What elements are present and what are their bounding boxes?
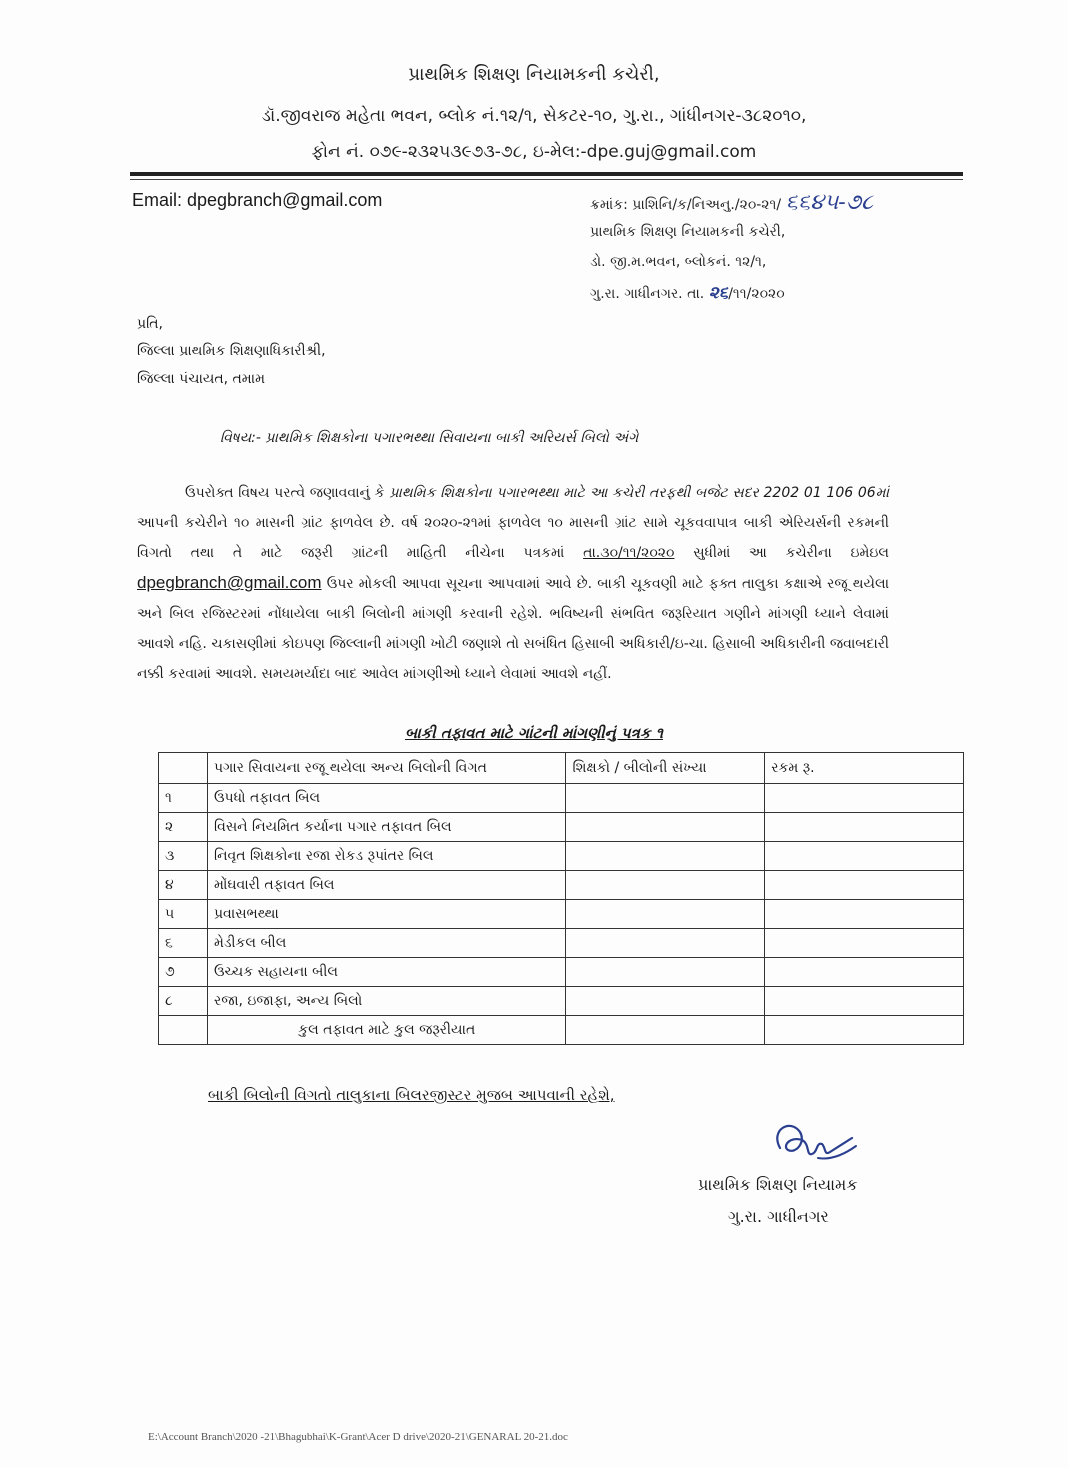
subject-line: વિષય:- પ્રાથમિક શિક્ષકોના પગારભથ્થા સિવાયના બાકી અરિયર્સ બિલો અંગે <box>220 430 639 446</box>
body-part1: ઉપરોક્ત વિષય પરત્વે જણાવવાનું કે <box>185 485 385 501</box>
table-row <box>159 958 964 987</box>
body-part5: ઉપર મોકલી આપવા સૂચના આપવામાં આવે છે. બાકી ચૂકવણી માટે ફક્ત તાલુકા કક્ષાએ રજૂ થયેલા અને બિલ રજિસ્ટરમાં નોંધાયેલા બાકી બિલોની માંગણી કરવાની રહેશે. ભવિષ્યની સંભવિત જરૂરિયાત ગણીને માંગણી ધ્યાને લેવામાં આવશે નહિ. ચકાસણીમાં કોઇપણ જિલ્લાની માંગણી ખોટી જણાશે તો સબંધિત હિસાબી અધિકારી/ઇ-ચા. હિસાબી અધિકારીની જવાબદારી નક્કી કરવામાં આવશે. સમયમર્યાદા બાદ આવેલ માંગણીઓ ધ્યાને લેવામાં આવશે નહીં. <box>137 576 890 682</box>
row-detail: ઉચ્ચક સહાયના બીલ <box>207 958 566 987</box>
table-row <box>159 784 964 813</box>
grant-demand-table <box>158 752 964 1045</box>
row-detail: રજા, ઇજાફા, અન્ય બિલો <box>207 987 566 1016</box>
branch-email: Email: dpegbranch@gmail.com <box>132 190 383 210</box>
body-part2: પ્રાથમિક શિક્ષકોના પગારભથ્થા માટે આ કચેરી તરફથી બજેટ સદર 2202 01 106 06માં <box>389 485 890 501</box>
row-detail: પ્રવાસભથ્થા <box>207 900 566 929</box>
addressee-to: પ્રતિ, <box>137 316 163 332</box>
row-amount-cell <box>765 871 964 900</box>
row-detail: વિસને નિયમિત કર્યાના પગાર તફાવત બિલ <box>207 813 566 842</box>
body-deadline: તા.૩૦/૧૧/૨૦૨૦ <box>583 545 675 561</box>
total-amount-cell <box>765 1016 964 1045</box>
signatory-place: ગુ.રા. ગાધીનગર <box>728 1207 829 1226</box>
row-count-cell <box>566 842 765 871</box>
row-no: ૧ <box>159 784 208 813</box>
row-count-cell <box>566 900 765 929</box>
header-rule-thin <box>130 179 963 180</box>
addressee-line1: જિલ્લા પ્રાથમિક શિક્ષણાધિકારીશ્રી, <box>137 343 326 359</box>
row-amount-cell <box>765 813 964 842</box>
body-part3: આપની કચેરીને ૧૦ માસની ગ્રાંટ ફાળવેલ છે. વર્ષ ૨૦૨૦-૨૧માં ફાળવેલ ૧૦ માસની ગ્રાંટ સામે ચૂકવવાપાત્ર બાકી એરિયર્સની રકમની વિગતો તથા તે માટે જરૂરી ગ્રાંટની માહિતી નીચેના પત્રકમાં <box>137 515 889 561</box>
row-count-cell <box>566 784 765 813</box>
table-row <box>159 900 964 929</box>
row-no: ૨ <box>159 813 208 842</box>
reference-prefix: ક્રમાંક: પ્રાશિનિ/ક/નિઅનુ./૨૦-૨૧/ <box>590 197 782 213</box>
row-amount-cell <box>765 929 964 958</box>
table-row <box>159 987 964 1016</box>
body-email: dpegbranch@gmail.com <box>137 573 322 592</box>
body-paragraph <box>137 478 889 689</box>
row-amount-cell <box>765 958 964 987</box>
row-no: ૫ <box>159 900 208 929</box>
row-no: ૭ <box>159 958 208 987</box>
header-col-detail: પગાર સિવાયના રજૂ થયેલા અન્ય બિલોની વિગત <box>207 753 566 784</box>
date-prefix: ગુ.રા. ગાધીનગર. તા. <box>590 286 705 302</box>
signatory-title: પ્રાથમિક શિક્ષણ નિયામક <box>698 1175 858 1194</box>
table-title: બાકી તફાવત માટે ગાંટની માંગણીનું પત્રક ૧ <box>404 724 664 742</box>
row-detail: ઉપધો તફાવત બિલ <box>207 784 566 813</box>
row-amount-cell <box>765 842 964 871</box>
reference-building: ડો. જી.મ.ભવન, બ્લોકનં. ૧૨/૧, <box>590 254 767 270</box>
table-header-row <box>159 753 964 784</box>
body-part4: સુધીમાં આ કચેરીના ઇમેઇલ <box>693 545 889 561</box>
row-detail: મોંઘવારી તફાવત બિલ <box>207 871 566 900</box>
row-no: ૬ <box>159 929 208 958</box>
row-count-cell <box>566 929 765 958</box>
table-row <box>159 842 964 871</box>
addressee-line2: જિલ્લા પંચાયત, તમામ <box>137 371 265 387</box>
row-count-cell <box>566 958 765 987</box>
header-col-amount: રકમ રૂ. <box>765 753 964 784</box>
row-count-cell <box>566 871 765 900</box>
table-row <box>159 813 964 842</box>
closing-note: બાકી બિલોની વિગતો તાલુકાના બિલરજીસ્ટર મુજબ આપવાની રહેશે, <box>208 1086 615 1104</box>
table-total-row <box>159 1016 964 1045</box>
table-row <box>159 929 964 958</box>
date-suffix: /૧૧/૨૦૨૦ <box>728 286 785 302</box>
file-path-footer: E:\Account Branch\2020 -21\Bhagubhai\K-Grant\Acer D drive\2020-21\GENARAL 20-21.doc <box>148 1431 568 1443</box>
header-col-count: શિક્ષકો / બીલોની સંખ્યા <box>566 753 765 784</box>
signature-mark <box>760 1110 870 1180</box>
total-no-cell <box>159 1016 208 1045</box>
row-amount-cell <box>765 987 964 1016</box>
row-no: ૮ <box>159 987 208 1016</box>
reference-date <box>590 283 785 303</box>
header-rule-thick <box>130 172 963 176</box>
total-count-cell <box>566 1016 765 1045</box>
date-handwritten-day: ૨૬ <box>708 283 729 303</box>
office-address: ડૉ.જીવરાજ મહેતા ભવન, બ્લોક નં.૧૨/૧, સેકટર-૧૦, ગુ.રા., ગાંધીનગર-૩૮૨૦૧૦, <box>261 106 807 126</box>
header-col-no <box>159 753 208 784</box>
total-label: કુલ તફાવત માટે કુલ જરૂરીયાત <box>207 1016 566 1045</box>
row-detail: નિવૃત શિક્ષકોના રજા રોકડ રૂપાંતર બિલ <box>207 842 566 871</box>
reference-number <box>590 190 873 215</box>
row-amount-cell <box>765 900 964 929</box>
row-count-cell <box>566 813 765 842</box>
office-phone-email: ફોન નં. ૦૭૯-૨૩૨૫૩૯૭૩-૭૮, ઇ-મેલ:-dpe.guj@gmail.com <box>311 142 757 162</box>
reference-office: પ્રાથમિક શિક્ષણ નિયામકની કચેરી, <box>590 224 786 240</box>
row-count-cell <box>566 987 765 1016</box>
reference-handwritten-number: ૬૬૪૫-૭૮ <box>785 190 874 215</box>
table-row <box>159 871 964 900</box>
row-amount-cell <box>765 784 964 813</box>
row-no: ૪ <box>159 871 208 900</box>
office-heading: પ્રાથમિક શિક્ષણ નિયામકની કચેરી, <box>408 64 660 85</box>
row-detail: મેડીકલ બીલ <box>207 929 566 958</box>
row-no: ૩ <box>159 842 208 871</box>
